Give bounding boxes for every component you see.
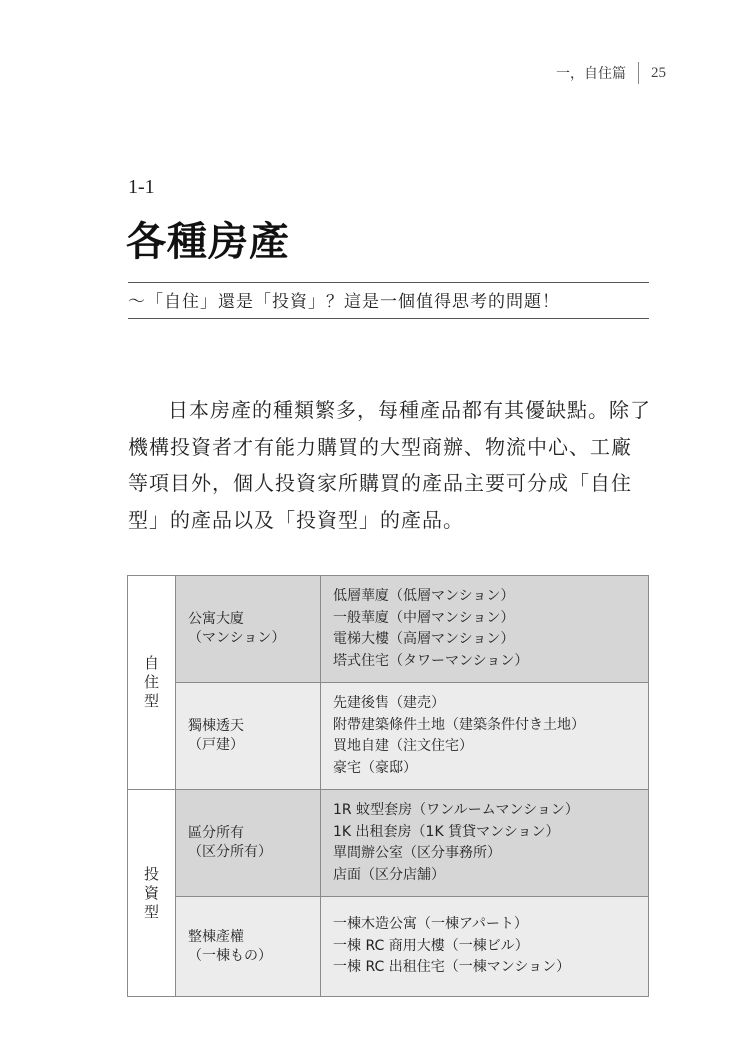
list-item: 低層華廈（低層マンション） — [333, 588, 515, 604]
category-name: 獨棟透天 — [188, 718, 244, 734]
group-label: 自住型 — [143, 654, 159, 710]
table-row — [128, 576, 649, 683]
category-name-jp: （マンション） — [188, 630, 286, 646]
category-name-jp: （戸建） — [188, 737, 244, 753]
list-item: 一棟 RC 出租住宅（一棟マンション） — [333, 959, 571, 976]
category-name: 區分所有 — [188, 825, 244, 841]
items-cell — [321, 790, 649, 897]
property-types-table — [127, 575, 649, 997]
category-name-jp: （一棟もの） — [188, 947, 272, 964]
section-number: 1-1 — [128, 176, 155, 198]
items-cell — [321, 683, 649, 790]
list-item: 單間辦公室（区分事務所） — [333, 845, 501, 861]
list-item: 塔式住宅（タワーマンション） — [333, 652, 529, 669]
category-name-jp: （区分所有） — [188, 844, 272, 860]
list-item: 一棟木造公寓（一棟アパート） — [333, 916, 528, 933]
list-item: 一棟 RC 商用大樓（一棟ビル） — [333, 937, 529, 954]
category-name: 公寓大廈 — [188, 611, 244, 627]
items-cell — [321, 897, 649, 997]
category-cell — [176, 576, 321, 683]
group-cell-investment — [128, 790, 176, 997]
list-item: 買地自建（注文住宅） — [333, 738, 473, 754]
table-row — [128, 897, 649, 997]
list-item: 1R 蚊型套房（ワンルームマンション） — [333, 802, 579, 818]
body-paragraph: 日本房產的種類繁多，每種產品都有其優缺點。除了機構投資者才有能力購買的大型商辦、物流中心、工廠等項目外，個人投資家所購買的產品主要可分成「自住型」的產品以及「投資型」的產品。 — [128, 398, 651, 532]
subtitle-top-rule — [128, 282, 649, 283]
section-title: 各種房產 — [126, 218, 290, 265]
chapter-label: 一，自住篇 — [556, 66, 626, 82]
group-label: 投資型 — [143, 864, 159, 921]
group-cell-residential — [128, 576, 176, 790]
subtitle-bottom-rule — [128, 318, 649, 319]
list-item: 先建後售（建売） — [333, 695, 445, 711]
list-item: 1K 出租套房（1K 賃貸マンション） — [333, 823, 560, 840]
list-item: 店面（区分店舗） — [333, 866, 445, 883]
list-item: 一般華廈（中層マンション） — [333, 609, 515, 626]
items-cell — [321, 576, 649, 683]
list-item: 附帶建築條件土地（建築条件付き土地） — [333, 716, 585, 733]
table-row — [128, 683, 649, 790]
running-header — [556, 62, 666, 84]
category-name: 整棟產權 — [188, 928, 244, 945]
list-item: 電梯大樓（高層マンション） — [333, 631, 515, 647]
category-cell — [176, 897, 321, 997]
page-number: 25 — [651, 64, 666, 81]
category-cell — [176, 790, 321, 897]
table-row — [128, 790, 649, 897]
section-subtitle: 〜「自住」還是「投資」？這是一個值得思考的問題！ — [128, 292, 560, 312]
category-cell — [176, 683, 321, 790]
list-item: 豪宅（豪邸） — [333, 759, 417, 776]
header-divider — [638, 62, 639, 84]
